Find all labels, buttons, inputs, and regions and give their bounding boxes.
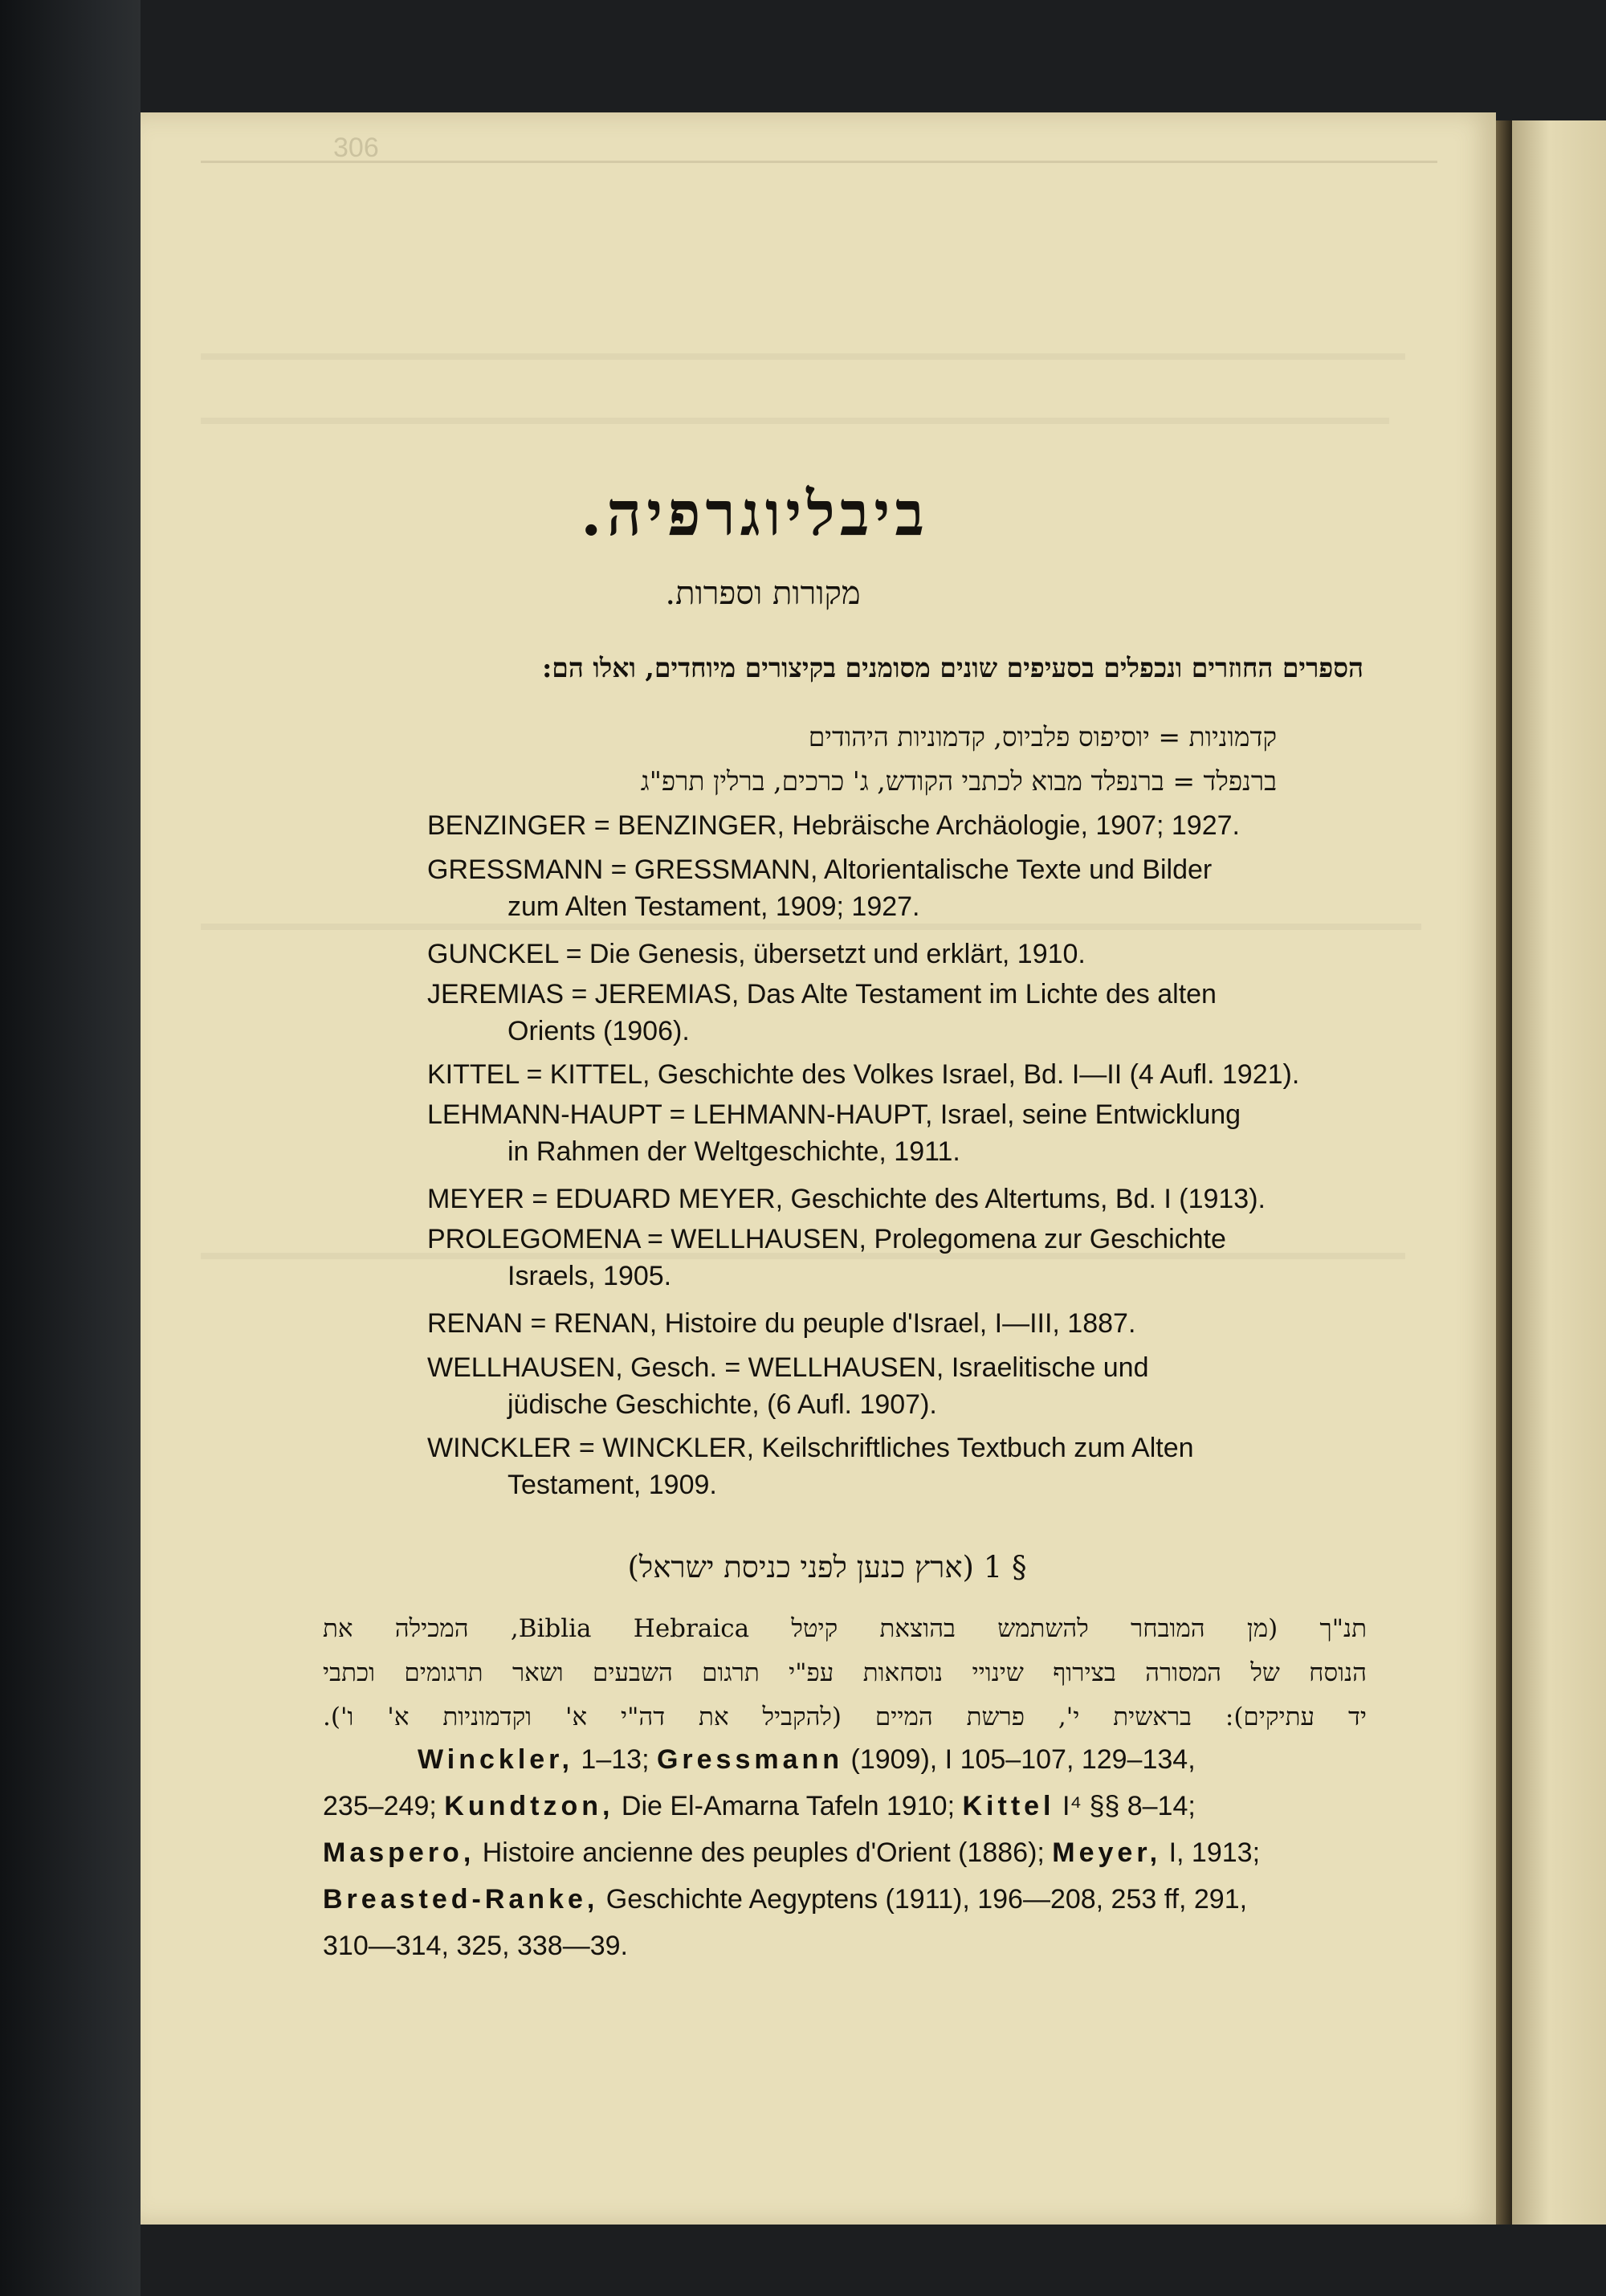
- reference-text: (1909), I 105–107, 129–134,: [843, 1744, 1196, 1775]
- abbreviation-entry: [427, 1096, 1367, 1170]
- abbreviation-entry: [427, 936, 1367, 973]
- page-subtitle: מקורות וספרות.: [665, 575, 861, 612]
- abbreviation-expansion: JEREMIAS, Das Alte Testament im Lichte des alten: [594, 979, 1217, 1009]
- abbreviation-separator: =: [639, 1224, 671, 1254]
- reference-line: [323, 1837, 1367, 1869]
- abbreviation-key: WELLHAUSEN, Gesch.: [427, 1352, 717, 1383]
- abbreviation-continuation: jüdische Geschichte, (6 Aufl. 1907).: [507, 1389, 937, 1420]
- abbreviation-separator: =: [586, 810, 618, 841]
- abbreviation-entry: [427, 1429, 1367, 1503]
- abbreviation-continuation: Israels, 1905.: [507, 1261, 672, 1291]
- abbreviation-first-line: [427, 1224, 1226, 1254]
- bleed-through-text: [201, 418, 1389, 424]
- author-name: Kittel: [962, 1791, 1055, 1821]
- author-name: Winckler,: [418, 1744, 573, 1775]
- reference-line: [323, 1931, 1367, 1962]
- abbreviation-expansion: EDUARD MEYER, Geschichte des Altertums, Bd. I (1913).: [555, 1184, 1266, 1214]
- reference-text: Die El-Amarna Tafeln 1910;: [613, 1791, 963, 1821]
- abbreviation-entry: [427, 1305, 1367, 1342]
- reference-line: [418, 1744, 1461, 1776]
- page-title: ביבליוגרפיה.: [581, 478, 929, 549]
- author-name: Maspero,: [323, 1837, 475, 1868]
- abbreviation-expansion: LEHMANN-HAUPT, Israel, seine Entwicklung: [692, 1099, 1241, 1130]
- author-name: Kundtzon,: [444, 1791, 614, 1821]
- abbreviation-separator: =: [571, 1433, 603, 1463]
- abbreviation-first-line: [427, 1308, 1135, 1339]
- bleed-through-rule: [201, 161, 1437, 163]
- abbreviation-separator: =: [564, 979, 595, 1009]
- abbreviation-separator: =: [662, 1099, 693, 1130]
- abbreviation-key: LEHMANN-HAUPT: [427, 1099, 662, 1130]
- bleed-through-text: [201, 353, 1405, 360]
- book-gutter: [1496, 120, 1512, 2225]
- abbreviation-expansion: GRESSMANN, Altorientalische Texte und Bilder: [634, 854, 1213, 885]
- abbreviation-entry: [427, 1056, 1367, 1093]
- reference-text: I⁴ §§ 8–14;: [1054, 1791, 1196, 1821]
- reference-text: Histoire ancienne des peuples d'Orient (1886);: [475, 1837, 1053, 1868]
- author-name: Gressmann: [656, 1744, 844, 1775]
- abbreviation-expansion: WINCKLER, Keilschriftliches Textbuch zum Alten: [602, 1433, 1194, 1463]
- abbreviation-expansion: Die Genesis, übersetzt und erklärt, 1910.: [589, 939, 1086, 969]
- abbreviation-separator: =: [524, 1184, 556, 1214]
- abbreviation-continuation: Orients (1906).: [507, 1016, 690, 1046]
- abbreviation-first-line: [427, 1099, 1241, 1130]
- hebrew-abbreviation: קדמוניות = יוסיפוס פלביוס, קדמוניות היהודים: [808, 721, 1277, 752]
- abbreviation-continuation: in Rahmen der Weltgeschichte, 1911.: [507, 1136, 960, 1167]
- abbreviation-entry: [427, 976, 1367, 1050]
- abbreviation-expansion: WELLHAUSEN, Prolegomena zur Geschichte: [671, 1224, 1226, 1254]
- abbreviation-key: BENZINGER: [427, 810, 587, 841]
- abbreviation-first-line: [427, 854, 1212, 885]
- abbreviation-entry: [427, 1221, 1367, 1295]
- abbreviation-key: WINCKLER: [427, 1433, 572, 1463]
- abbreviation-entry: [427, 1349, 1367, 1423]
- hebrew-paragraph-line: תנ"ך (מן המובחר להשתמש בהוצאת קיטל Biblia Hebraica, המכילה את: [323, 1614, 1367, 1643]
- hebrew-abbreviation: ברנפלד = ברנפלד מבוא לכתבי הקודש, ג' כרכים, ברלין תרפ"ג: [640, 765, 1277, 797]
- reference-text: I, 1913;: [1161, 1837, 1261, 1868]
- abbreviation-first-line: [427, 810, 1240, 841]
- abbreviation-expansion: RENAN, Histoire du peuple d'Israel, I—III, 1887.: [553, 1308, 1136, 1339]
- abbreviation-separator: =: [558, 939, 589, 969]
- abbreviation-entry: [427, 851, 1367, 925]
- abbreviation-expansion: BENZINGER, Hebräische Archäologie, 1907; 1927.: [618, 810, 1240, 841]
- next-page-edge: [1512, 120, 1606, 2225]
- abbreviation-separator: =: [523, 1308, 554, 1339]
- abbreviation-entry: [427, 1181, 1367, 1217]
- abbreviation-separator: =: [716, 1352, 748, 1383]
- abbreviation-first-line: [427, 1059, 1299, 1090]
- abbreviation-key: JEREMIAS: [427, 979, 565, 1009]
- abbreviation-first-line: [427, 1184, 1266, 1214]
- abbreviation-key: KITTEL: [427, 1059, 519, 1090]
- reference-text: Geschichte Aegyptens (1911), 196—208, 253 ff, 291,: [598, 1884, 1248, 1915]
- abbreviation-first-line: [427, 939, 1086, 969]
- abbreviation-entry: [427, 807, 1367, 844]
- hebrew-paragraph-line: יד עתיקים): בראשית י', פרשת המיים (להקביל את דה"י א' וקדמוניות א' ו').: [323, 1703, 1367, 1731]
- abbreviation-continuation: zum Alten Testament, 1909; 1927.: [507, 891, 920, 922]
- hebrew-paragraph-line: הנוסח של המסורה בצירוף שינויי נוסחאות עפ"י תרגום השבעים ושאר תרגומים וכתבי: [323, 1658, 1367, 1687]
- abbreviation-key: GUNCKEL: [427, 939, 559, 969]
- abbreviation-first-line: [427, 1433, 1194, 1463]
- abbreviation-separator: =: [603, 854, 634, 885]
- reference-text: 1–13;: [573, 1744, 657, 1775]
- abbreviation-key: GRESSMANN: [427, 854, 604, 885]
- reference-line: [323, 1884, 1367, 1915]
- reference-line: [323, 1791, 1367, 1822]
- abbreviation-first-line: [427, 1352, 1149, 1383]
- abbreviation-key: RENAN: [427, 1308, 524, 1339]
- abbreviation-expansion: KITTEL, Geschichte des Volkes Israel, Bd. I—II (4 Aufl. 1921).: [549, 1059, 1300, 1090]
- author-name: Breasted-Ranke,: [323, 1884, 599, 1915]
- abbreviation-key: MEYER: [427, 1184, 524, 1214]
- abbreviation-first-line: [427, 979, 1217, 1009]
- reference-text: 235–249;: [323, 1791, 445, 1821]
- bleed-through-page-number: 306: [333, 133, 379, 163]
- abbreviation-continuation: Testament, 1909.: [507, 1470, 717, 1500]
- reference-text: 310—314, 325, 338—39.: [323, 1931, 628, 1961]
- book-cover-edge: [0, 0, 141, 2296]
- author-name: Meyer,: [1052, 1837, 1162, 1868]
- section-heading: § 1 (ארץ כנען לפני כניסת ישראל): [627, 1550, 1027, 1584]
- intro-text: הספרים החוזרים ונכפלים בסעיפים שונים מסומנים בקיצורים מיוחדים, ואלו הם:: [542, 652, 1363, 683]
- abbreviation-expansion: WELLHAUSEN, Israelitische und: [748, 1352, 1149, 1383]
- abbreviation-key: PROLEGOMENA: [427, 1224, 640, 1254]
- abbreviation-separator: =: [519, 1059, 550, 1090]
